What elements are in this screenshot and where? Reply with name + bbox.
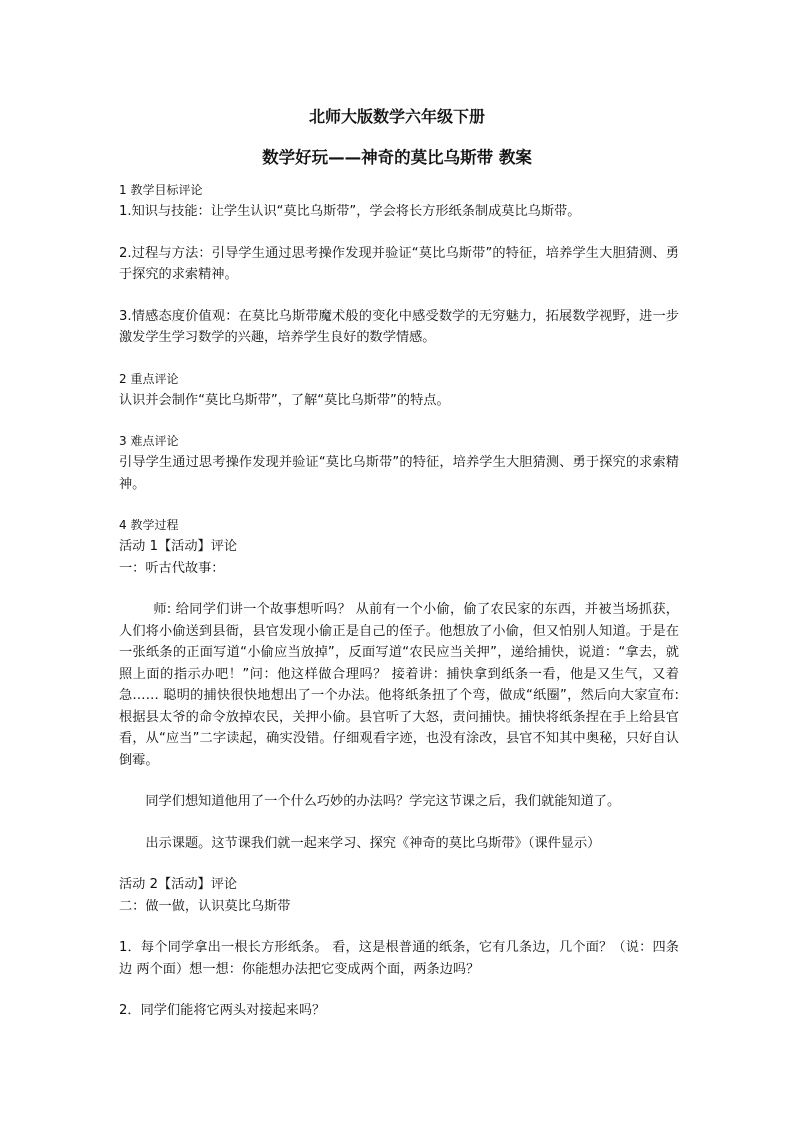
section-heading-objectives: 1 教学目标评论: [119, 183, 203, 197]
activity-1-question: 同学们想知道他用了一个什么巧妙的办法吗？学完这节课之后，我们就能知道了。: [145, 794, 621, 809]
activity-2-heading: 活动 2【活动】评论: [119, 877, 238, 892]
key-points-text: 认识并会制作“莫比乌斯带”，了解“莫比乌斯带”的特点。: [119, 392, 450, 408]
activity-1-subheading: 一：听古代故事：: [119, 560, 225, 576]
activity-2-step-2: 2．同学们能将它两头对接起来吗？: [119, 1003, 326, 1018]
section-heading-process: 4 教学过程: [119, 518, 179, 532]
activity-1-heading: 活动 1【活动】评论: [119, 539, 238, 554]
activity-2-subheading: 二：做一做，认识莫比乌斯带: [119, 898, 291, 914]
activity-2-step-1: 1．每个同学拿出一根长方形纸条。 看，这是根普通的纸条，它有几条边，几个面？（说：四条边 两个面）想一想：你能想办法把它变成两个面，两条边吗？: [119, 940, 679, 977]
activity-1-show-title: 出示课题。这节课我们就一起来学习、探究《神奇的莫比乌斯带》（课件显示）: [145, 835, 601, 851]
document-subtitle: 数学好玩——神奇的莫比乌斯带 教案: [262, 148, 532, 167]
section-heading-difficulties: 3 难点评论: [119, 434, 179, 448]
activity-1-story: 师: 给同学们讲一个故事想听吗？ 从前有一个小偷，偷了农民家的东西，并被当场抓获，人们将小偷送到县衙，县官发现小偷正是自己的侄子。他想放了小偷，但又怕别人知道。于是在一张纸条的正面写道“小偷应当放掉”，反面写道“农民应当关押”，递给捕快，说道：“拿去，就照上面的指示办吧！”问：他这样做合理吗？ 接着讲：捕快拿到纸条一看，他是又生气，又着急…… 聪明的捕快很快地想出了一个办法。他将纸条扭了个弯，做成“纸圈”，然后向大家宣布: 根据县太爷的命令放掉农民，关押小偷。县官听了大怒，责问捕快。捕快将纸条捏在手上给县官看，从“应当”二字读起，确实没错。仔细观看字迹，也没有涂改，县官不知其中奥秘，只好自认倒霉。: [119, 602, 679, 768]
objective-knowledge: 1.知识与技能：让学生认识“莫比乌斯带”，学会将长方形纸条制成莫比乌斯带。: [119, 204, 581, 219]
objective-attitude: 3.情感态度价值观：在莫比乌斯带魔术般的变化中感受数学的无穷魅力，拓展数学视野，进一步激发学生学习数学的兴趣，培养学生良好的数学情感。: [119, 308, 679, 345]
objective-process: 2.过程与方法：引导学生通过思考操作发现并验证“莫比乌斯带”的特征，培养学生大胆猜测、勇于探究的求索精神。: [119, 245, 679, 282]
document-body: [119, 180, 679, 1022]
section-heading-key-points: 2 重点评论: [119, 371, 179, 386]
document-title: 北师大版数学六年级下册: [308, 107, 485, 126]
difficulties-text: 引导学生通过思考操作发现并验证“莫比乌斯带”的特征，培养学生大胆猜测、勇于探究的求索精神。: [119, 455, 679, 492]
